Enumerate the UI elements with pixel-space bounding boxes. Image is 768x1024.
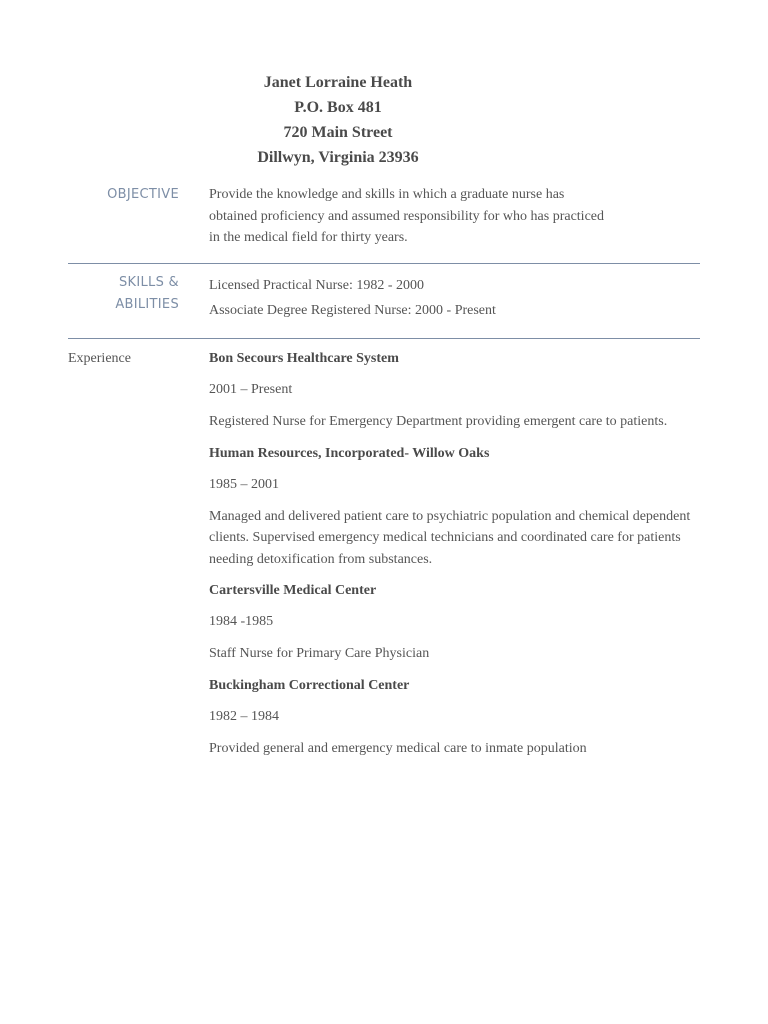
job-entry bbox=[209, 444, 694, 571]
job-company: Bon Secours Healthcare System bbox=[209, 351, 399, 366]
job-company: Cartersville Medical Center bbox=[209, 583, 377, 598]
job-entry bbox=[209, 349, 694, 433]
job-dates: 1985 – 2001 bbox=[209, 476, 279, 492]
job-description: Registered Nurse for Emergency Department providing emergent care to patients. bbox=[209, 414, 668, 429]
skill-item: Licensed Practical Nurse: 1982 - 2000 bbox=[209, 278, 424, 293]
skills-label bbox=[115, 272, 179, 316]
address-line-1: P.O. Box 481 bbox=[294, 99, 382, 116]
job-description: Staff Nurse for Primary Care Physician bbox=[209, 646, 430, 661]
job-entry bbox=[209, 676, 694, 760]
resume-header bbox=[188, 70, 488, 170]
objective-text: Provide the knowledge and skills in which a graduate nurse has obtained proficiency and assumed responsibility for who has practiced in the medical field for thirty years. bbox=[209, 187, 604, 245]
job-company: Human Resources, Incorporated- Willow Oaks bbox=[209, 445, 490, 461]
skill-item: Associate Degree Registered Nurse: 2000 - Present bbox=[209, 303, 496, 318]
skills-label-line-1: SKILLS & bbox=[118, 275, 179, 290]
section-divider bbox=[68, 263, 700, 264]
job-dates: 1984 -1985 bbox=[209, 614, 274, 629]
applicant-name: Janet Lorraine Heath bbox=[263, 74, 413, 91]
job-company: Buckingham Correctional Center bbox=[209, 677, 410, 693]
job-description: Managed and delivered patient care to psychiatric population and chemical dependent clients. Supervised emergency medical technicians and coordinated care for patients needing detoxification from substances. bbox=[209, 508, 691, 567]
skills-label-line-2: ABILITIES bbox=[115, 297, 179, 312]
job-dates: 2001 – Present bbox=[209, 382, 293, 397]
experience-label: Experience bbox=[68, 351, 131, 366]
job-dates: 1982 – 1984 bbox=[209, 708, 279, 724]
job-entry bbox=[209, 581, 694, 665]
job-description: Provided general and emergency medical care to inmate population bbox=[209, 740, 587, 756]
objective-label: OBJECTIVE bbox=[107, 187, 179, 202]
section-divider bbox=[68, 338, 700, 339]
experience-list bbox=[209, 349, 694, 770]
skills-list bbox=[209, 273, 699, 323]
address-line-2: 720 Main Street bbox=[283, 124, 393, 141]
address-line-3: Dillwyn, Virginia 23936 bbox=[257, 149, 419, 166]
